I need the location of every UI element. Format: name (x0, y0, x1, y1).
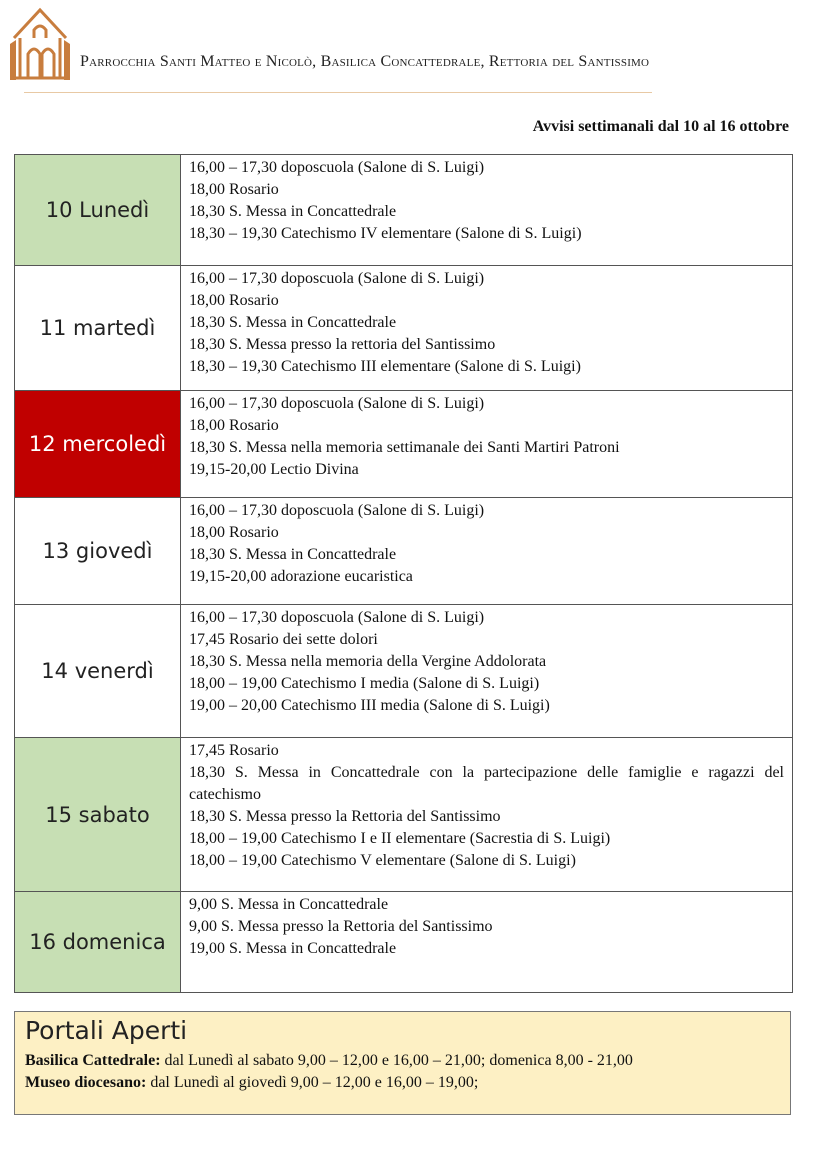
event-item: 19,15-20,00 Lectio Divina (189, 461, 359, 478)
event-item: 16,00 – 17,30 doposcuola (Salone di S. Luigi) (189, 159, 485, 176)
event-item: 16,00 – 17,30 doposcuola (Salone di S. Luigi) (189, 609, 485, 626)
opening-hours-label: Museo diocesano: (25, 1074, 147, 1091)
parish-name: Parrocchia Santi Matteo e Nicolò, Basilica Concattedrale, Rettoria del Santissimo (80, 53, 650, 70)
event-item: 18,00 Rosario (189, 292, 279, 309)
opening-hours-text: dal Lunedì al giovedì 9,00 – 12,00 e 16,00 – 19,00; (146, 1074, 479, 1091)
event-item: 9,00 S. Messa presso la Rettoria del Santissimo (189, 918, 493, 935)
schedule-row (15, 391, 793, 498)
event-item: 16,00 – 17,30 doposcuola (Salone di S. Luigi) (189, 395, 485, 412)
event-item: 18,30 S. Messa in Concattedrale (189, 203, 397, 220)
event-item: 18,00 – 19,00 Catechismo I e II elementare (Sacrestia di S. Luigi) (189, 830, 611, 847)
opening-hours-text: dal Lunedì al sabato 9,00 – 12,00 e 16,00 – 21,00; domenica 8,00 - 21,00 (160, 1052, 633, 1069)
header (0, 0, 813, 135)
day-label: 13 giovedì (15, 498, 181, 605)
event-item: 18,30 S. Messa presso la rettoria del Santissimo (189, 336, 496, 353)
schedule-row (15, 498, 793, 605)
day-label: 11 martedì (15, 266, 181, 391)
event-item: 18,30 S. Messa presso la Rettoria del Santissimo (189, 808, 501, 825)
schedule-row (15, 266, 793, 391)
event-item: 18,30 S. Messa nella memoria della Vergine Addolorata (189, 653, 547, 670)
event-item: 18,30 – 19,30 Catechismo III elementare (Salone di S. Luigi) (189, 358, 581, 375)
event-item: 17,45 Rosario (189, 742, 279, 759)
day-label: 15 sabato (15, 738, 181, 892)
portali-aperti-box (14, 1011, 791, 1115)
event-item: 18,00 Rosario (189, 524, 279, 541)
schedule-row (15, 605, 793, 738)
day-events (181, 155, 793, 266)
event-item: 18,00 Rosario (189, 417, 279, 434)
day-events (181, 266, 793, 391)
page-title: Avvisi settimanali dal 10 al 16 ottobre (532, 118, 789, 135)
day-label: 12 mercoledì (15, 391, 181, 498)
day-label: 16 domenica (15, 892, 181, 993)
day-events (181, 892, 793, 993)
event-item: 18,00 – 19,00 Catechismo V elementare (Salone di S. Luigi) (189, 852, 576, 869)
opening-hours-line (25, 1074, 478, 1092)
event-item: 18,00 – 19,00 Catechismo I media (Salone di S. Luigi) (189, 675, 540, 692)
schedule-row (15, 892, 793, 993)
event-item: 18,30 S. Messa nella memoria settimanale dei Santi Martiri Patroni (189, 439, 620, 456)
day-events (181, 605, 793, 738)
day-events (181, 738, 793, 892)
day-label: 10 Lunedì (15, 155, 181, 266)
schedule-row (15, 738, 793, 892)
day-events (181, 391, 793, 498)
event-item: 18,00 Rosario (189, 181, 279, 198)
basilica-logo-icon (8, 4, 72, 82)
event-item: 17,45 Rosario dei sette dolori (189, 631, 378, 648)
portali-title: Portali Aperti (25, 1016, 188, 1045)
event-item: 16,00 – 17,30 doposcuola (Salone di S. Luigi) (189, 270, 485, 287)
event-item: 18,30 – 19,30 Catechismo IV elementare (Salone di S. Luigi) (189, 225, 582, 242)
schedule-row (15, 155, 793, 266)
event-item: 18,30 S. Messa in Concattedrale con la partecipazione delle famiglie e ragazzi del catechismo (189, 764, 784, 803)
event-item: 9,00 S. Messa in Concattedrale (189, 896, 389, 913)
weekly-schedule-table (14, 154, 793, 993)
header-divider (24, 92, 652, 93)
day-label: 14 venerdì (15, 605, 181, 738)
event-item: 18,30 S. Messa in Concattedrale (189, 546, 397, 563)
opening-hours-label: Basilica Cattedrale: (25, 1052, 161, 1069)
event-item: 18,30 S. Messa in Concattedrale (189, 314, 397, 331)
day-events (181, 498, 793, 605)
opening-hours-line (25, 1052, 633, 1070)
event-item: 19,15-20,00 adorazione eucaristica (189, 568, 413, 585)
event-item: 16,00 – 17,30 doposcuola (Salone di S. Luigi) (189, 502, 485, 519)
event-item: 19,00 S. Messa in Concattedrale (189, 940, 397, 957)
event-item: 19,00 – 20,00 Catechismo III media (Salone di S. Luigi) (189, 697, 550, 714)
